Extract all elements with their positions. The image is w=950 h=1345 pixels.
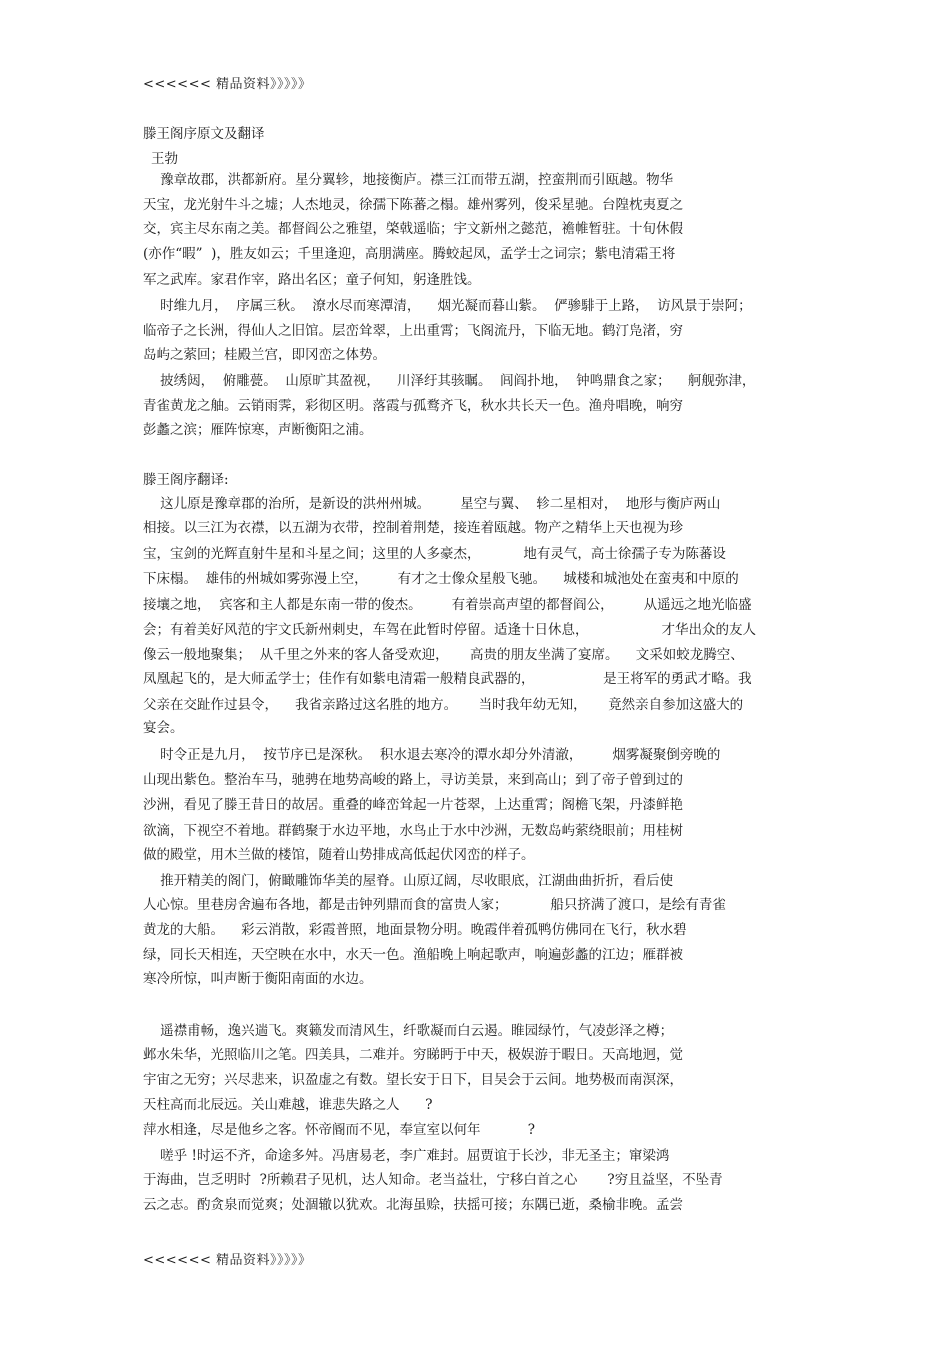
text-line: 交，宾主尽东南之美。都督阎公之雅望，棨戟遥临；宇文新州之懿范，襜帷暂驻。十旬休假 bbox=[143, 221, 683, 237]
text-line: 宇宙之无穷；兴尽悲来，识盈虚之有数。望长安于日下，目吴会于云间。地势极而南溟深， bbox=[143, 1072, 683, 1088]
text-line: 天宝，龙光射牛斗之墟；人杰地灵，徐孺下陈蕃之榻。雄州雾列，俊采星驰。台隍枕夷夏之 bbox=[143, 197, 683, 213]
text-line: 像云一般地聚集； 从千里之外来的客人备受欢迎， 高贵的朋友坐满了宴席。 文采如蛟龙腾空、 bbox=[143, 647, 744, 663]
text-line: 黄龙的大船。 彩云消散，彩霞普照，地面景物分明。晚霞伴着孤鸭仿佛同在飞行，秋水碧 bbox=[143, 922, 687, 938]
text-line: 凤凰起飞的，是大师孟学士；佳作有如紫电清霜一般精良武器的， 是王将军的勇武才略。我 bbox=[143, 671, 752, 687]
text-line: 宝，宝剑的光辉直射牛星和斗星之间；这里的人多豪杰， 地有灵气，高士徐孺子专为陈蕃设 bbox=[143, 546, 726, 562]
text-line: 青雀黄龙之舳。云销雨霁，彩彻区明。落霞与孤鹜齐飞，秋水共长天一色。渔舟唱晚，响穷 bbox=[143, 398, 683, 414]
text-line: 彭蠡之滨；雁阵惊寒，声断衡阳之浦。 bbox=[143, 422, 373, 438]
text-line: 嗟乎 !时运不齐，命途多舛。冯唐易老，李广难封。屈贾谊于长沙，非无圣主；窜梁鸿 bbox=[143, 1148, 670, 1164]
text-line: 岛屿之萦回；桂殿兰宫，即冈峦之体势。 bbox=[143, 347, 386, 363]
text-line: 时令正是九月， 按节序已是深秋。 积水退去寒冷的潭水却分外清澈， 烟雾凝聚倒旁晚的 bbox=[143, 747, 721, 763]
text-line: 相接。以三江为衣襟，以五湖为衣带，控制着荆楚，接连着瓯越。物产之精华上天也视为珍 bbox=[143, 520, 683, 536]
text-line: 天柱高而北辰远。关山难越，谁悲失路之人 ? bbox=[143, 1097, 433, 1113]
author-name: 王勃 bbox=[151, 151, 178, 167]
text-line: 欲滴，下视空不着地。群鹤聚于水边平地，水鸟止于水中沙洲，无数岛屿萦绕眼前；用桂树 bbox=[143, 823, 683, 839]
text-line: 会；有着美好风范的宇文氏新州刺史，车驾在此暂时停留。适逢十日休息， 才华出众的友人 bbox=[143, 622, 756, 638]
text-line: 这儿原是豫章郡的治所，是新设的洪州州城。 星空与翼、 轸二星相对， 地形与衡庐两山 bbox=[143, 496, 721, 512]
page-footer: <<<<<< 精品资料》》》》》 bbox=[143, 1253, 312, 1268]
text-line: 云之志。酌贪泉而觉爽；处涸辙以犹欢。北海虽赊，扶摇可接；东隅已逝，桑榆非晚。孟尝 bbox=[143, 1197, 683, 1213]
text-line: 沙洲，看见了滕王昔日的故居。重叠的峰峦耸起一片苍翠，上达重霄；阁檐飞架，丹漆鲜艳 bbox=[143, 797, 683, 813]
text-line: 豫章故郡，洪都新府。星分翼轸，地接衡庐。襟三江而带五湖，控蛮荆而引瓯越。物华 bbox=[143, 172, 674, 188]
text-line: 邺水朱华，光照临川之笔。四美具，二难并。穷睇眄于中天，极娱游于暇日。天高地迥，觉 bbox=[143, 1047, 683, 1063]
text-line: 军之武库。家君作宰，路出名区；童子何知，躬逢胜饯。 bbox=[143, 272, 481, 288]
page-header: <<<<<< 精品资料》》》》》 bbox=[143, 77, 312, 92]
text-line: 绿，同长天相连，天空映在水中，水天一色。渔船晚上响起歌声，响遍彭蠡的江边；雁群被 bbox=[143, 947, 683, 963]
text-line: 山现出紫色。整治车马，驰骋在地势高峻的路上，寻访美景，来到高山；到了帝子曾到过的 bbox=[143, 772, 683, 788]
translation-heading: 滕王阁序翻译: bbox=[143, 472, 229, 488]
text-line: 推开精美的阁门，俯瞰雕饰华美的屋脊。山原辽阔，尽收眼底，江湖曲曲折折，看后使 bbox=[143, 873, 674, 889]
text-line: 下床榻。 雄伟的州城如雾弥漫上空， 有才之士像众星般飞驰。 城楼和城池处在蛮夷和中原的 bbox=[143, 571, 739, 587]
text-line: 宴会。 bbox=[143, 720, 184, 736]
text-line: 接壤之地， 宾客和主人都是东南一带的俊杰。 有着崇高声望的都督阎公， 从遥远之地光临盛 bbox=[143, 597, 752, 613]
text-line: 做的殿堂，用木兰做的楼馆，随着山势排成高低起伏冈峦的样子。 bbox=[143, 847, 535, 863]
text-line: 人心惊。里巷房舍遍布各地，都是击钟列鼎而食的富贵人家； 船只挤满了渡口，是绘有青雀 bbox=[143, 897, 726, 913]
text-line: 遥襟甫畅，逸兴遄飞。爽籁发而清风生，纤歌凝而白云遏。睢园绿竹，气凌彭泽之樽； bbox=[143, 1023, 674, 1039]
text-line: 临帝子之长洲，得仙人之旧馆。层峦耸翠，上出重霄；飞阁流丹，下临无地。鹤汀凫渚，穷 bbox=[143, 323, 683, 339]
text-line: 披绣闼， 俯雕甍。 山原旷其盈视， 川泽纡其骇瞩。 闾阎扑地， 钟鸣鼎食之家； 舸舰弥津， bbox=[143, 373, 756, 389]
text-line: 寒冷所惊，叫声断于衡阳南面的水边。 bbox=[143, 971, 373, 987]
document-title: 滕王阁序原文及翻译 bbox=[143, 126, 265, 142]
text-line: 萍水相逢，尽是他乡之客。怀帝阍而不见，奉宣室以何年 ? bbox=[143, 1122, 535, 1138]
text-line: 于海曲，岂乏明时 ?所赖君子见机，达人知命。老当益壮，宁移白首之心 ?穷且益坚，不坠青 bbox=[143, 1172, 723, 1188]
text-line: (亦作“暇” )，胜友如云；千里逢迎，高朋满座。腾蛟起凤，孟学士之词宗；紫电清霜王将 bbox=[143, 246, 676, 262]
text-line: 时维九月， 序属三秋。 潦水尽而寒潭清， 烟光凝而暮山紫。 俨骖騑于上路， 访风景于崇阿； bbox=[143, 298, 752, 314]
text-line: 父亲在交趾作过县令， 我省亲路过这名胜的地方。 当时我年幼无知， 竟然亲自参加这盛大的 bbox=[143, 697, 744, 713]
